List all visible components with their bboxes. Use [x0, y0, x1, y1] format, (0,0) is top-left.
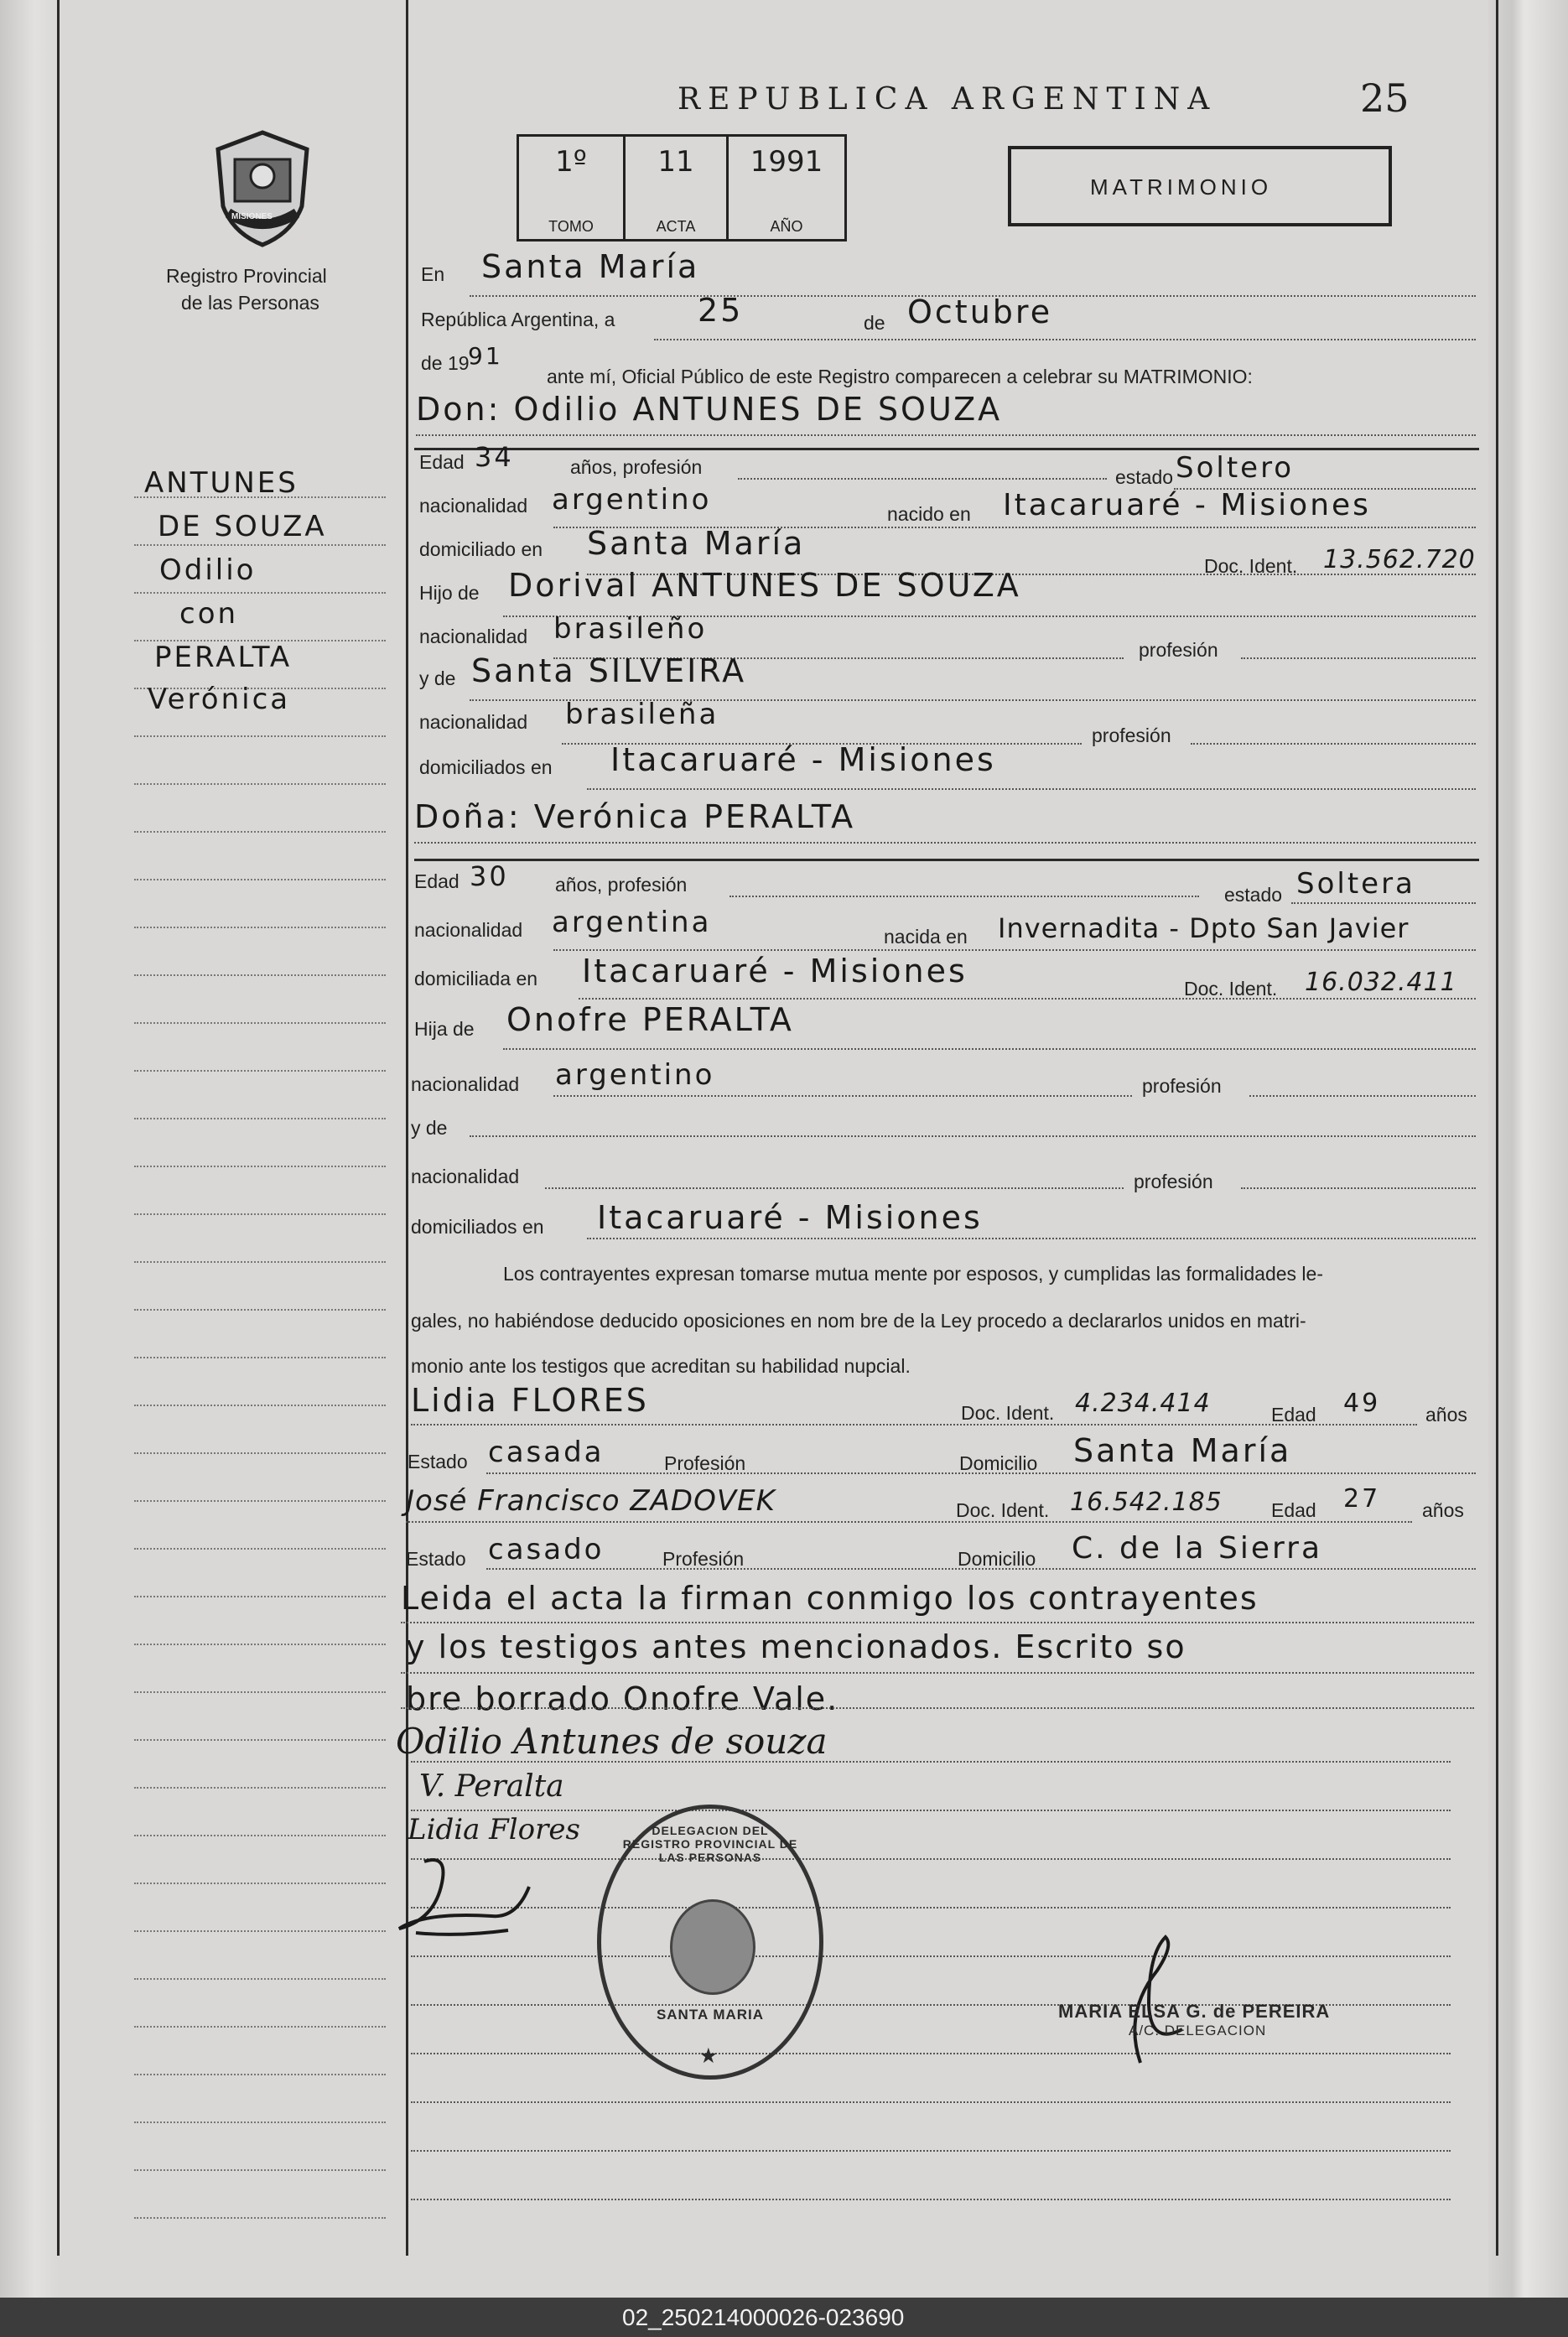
- scribble-signature-icon: [391, 1853, 550, 1945]
- groom-edad-label: Edad: [419, 451, 465, 473]
- section-divider: [414, 859, 1479, 861]
- line: [1241, 1187, 1476, 1189]
- margin-ruled-line: [134, 544, 386, 546]
- groom-domicile: Santa María: [587, 525, 806, 562]
- groom-nacido-label: nacido en: [887, 503, 971, 525]
- bride-yde-label: y de: [411, 1117, 448, 1139]
- declaration-line3: monio ante los testigos que acreditan su habilidad nupcial.: [411, 1355, 911, 1377]
- bride-mother-prof-label: profesión: [1134, 1171, 1213, 1192]
- signature-ruled-line: [411, 1810, 1451, 1811]
- margin-ruled-line: [134, 1739, 386, 1741]
- bride-estado-label: estado: [1224, 884, 1283, 906]
- margin-line-right: [1496, 0, 1498, 2256]
- acta-value: 11: [657, 145, 694, 179]
- signature-ruled-line: [411, 1955, 1451, 1957]
- bride-father-nat-label: nacionalidad: [411, 1073, 520, 1095]
- binder-edge: [0, 0, 59, 2298]
- margin-ruled-line: [134, 1548, 386, 1550]
- groom-age: 34: [475, 441, 514, 473]
- margin-ruled-line: [134, 2217, 386, 2219]
- line: [587, 788, 1476, 790]
- margin-ruled-line: [134, 1213, 386, 1215]
- de-label: de: [864, 312, 885, 334]
- de-year-label: de 19: [421, 352, 470, 374]
- margin-ruled-line: [134, 879, 386, 880]
- bride-estado: Soltera: [1296, 867, 1415, 901]
- groom-mother-nationality: brasileña: [565, 698, 719, 731]
- line: [411, 1424, 1417, 1426]
- line: [486, 1568, 1476, 1570]
- seal-bottom-text: SANTA MARIA: [656, 2007, 765, 2023]
- witness2-estado-label: Estado: [406, 1548, 466, 1570]
- margin-ruled-line: [134, 1261, 386, 1263]
- anio-label: AÑO: [770, 218, 803, 235]
- bride-doc: 16.032.411: [1305, 968, 1457, 997]
- line: [470, 1135, 1476, 1137]
- witness1-estado-label: Estado: [408, 1451, 468, 1472]
- witness1-prof-label: Profesión: [664, 1452, 746, 1474]
- bride-doc-label: Doc. Ident.: [1184, 978, 1278, 1000]
- bride-domicile: Itacaruaré - Misiones: [582, 953, 968, 989]
- bride-father-prof-label: profesión: [1142, 1075, 1222, 1097]
- bride-anos-label: años, profesión: [555, 874, 688, 896]
- month: Octubre: [907, 293, 1053, 330]
- line: [553, 1095, 1132, 1097]
- groom-doms-label: domiciliados en: [419, 756, 553, 778]
- closing-line3: bre borrado Onofre Vale.: [406, 1680, 839, 1717]
- bride-nac-label: nacionalidad: [414, 919, 523, 941]
- officer-signature-icon: [1107, 1929, 1207, 2071]
- intro-sentence: ante mí, Oficial Público de este Registro comparecen a celebrar su MATRIMONIO:: [547, 366, 1253, 387]
- registry-line1: Registro Provincial: [166, 265, 327, 287]
- groom-mother-nat-label: nacionalidad: [419, 711, 528, 733]
- groom-signature: Odilio Antunes de souza: [396, 1721, 828, 1762]
- registry-seal: [597, 1805, 823, 2080]
- margin-ruled-line: [134, 1883, 386, 1884]
- record-type: MATRIMONIO: [1090, 174, 1273, 200]
- witness2-doc: 16.542.185: [1070, 1488, 1223, 1517]
- signature-ruled-line: [411, 2101, 1451, 2103]
- margin-ruled-line: [134, 1500, 386, 1502]
- line: [738, 478, 1107, 480]
- groom-father-nat-label: nacionalidad: [419, 626, 528, 647]
- margin-note-line: PERALTA: [154, 641, 293, 674]
- witness2-name: José Francisco ZADOVEK: [406, 1484, 776, 1518]
- signature-ruled-line: [411, 2150, 1451, 2152]
- closing-line2: y los testigos antes mencionados. Escrito so: [406, 1628, 1186, 1665]
- witness2-age: 27: [1343, 1484, 1381, 1514]
- line: [553, 949, 1476, 951]
- margin-ruled-line: [134, 1118, 386, 1119]
- margin-note-line: Verónica: [148, 683, 291, 716]
- margin-note-line: ANTUNES: [144, 466, 299, 500]
- witness1-edad-label: Edad: [1271, 1404, 1316, 1426]
- line: [1241, 657, 1476, 659]
- bride-signature: V. Peralta: [419, 1769, 564, 1804]
- margin-ruled-line: [134, 1357, 386, 1358]
- bride-parents-domicile: Itacaruaré - Misiones: [597, 1199, 983, 1236]
- witness2-doc-label: Doc. Ident.: [956, 1499, 1050, 1521]
- margin-ruled-line: [134, 1978, 386, 1980]
- margin-note-line: DE SOUZA: [158, 510, 327, 543]
- witness-signature: Lidia Flores: [408, 1813, 580, 1846]
- groom-birthplace: Itacaruaré - Misiones: [1003, 488, 1371, 522]
- margin-ruled-line: [134, 1022, 386, 1024]
- acta-label: ACTA: [656, 218, 696, 235]
- place: Santa María: [481, 248, 700, 285]
- margin-ruled-line: [134, 1452, 386, 1454]
- margin-ruled-line: [134, 2074, 386, 2075]
- witness2-edad-label: Edad: [1271, 1499, 1316, 1521]
- anio-cell: [729, 137, 844, 239]
- year: 91: [468, 342, 503, 370]
- signature-ruled-line: [411, 2053, 1451, 2054]
- witness1-name: Lidia FLORES: [411, 1382, 649, 1419]
- line: [406, 1521, 1412, 1523]
- page-number: 25: [1360, 75, 1410, 121]
- line: [1191, 743, 1476, 745]
- margin-ruled-line: [134, 1644, 386, 1645]
- margin-ruled-line: [134, 2121, 386, 2123]
- declaration-line2: gales, no habiéndose deducido oposiciones en nom bre de la Ley procedo a declararlos unidos en matri-: [411, 1310, 1306, 1332]
- witness2-estado: casado: [488, 1533, 605, 1566]
- groom-estado: Soltero: [1176, 451, 1295, 485]
- margin-line-left: [57, 0, 60, 2256]
- margin-ruled-line: [134, 1070, 386, 1072]
- groom-nationality: argentino: [552, 483, 712, 517]
- seal-emblem-icon: [670, 1899, 755, 1995]
- bride-doms-label: domiciliados en: [411, 1216, 544, 1238]
- bride-age: 30: [470, 860, 509, 892]
- section-divider: [414, 448, 1479, 450]
- margin-ruled-line: [134, 1787, 386, 1789]
- bride-nacida-label: nacida en: [884, 926, 968, 948]
- line: [416, 434, 1476, 436]
- bride-edad-label: Edad: [414, 870, 459, 892]
- witness2-domicile: C. de la Sierra: [1072, 1531, 1323, 1566]
- line: [401, 1622, 1474, 1623]
- witness1-age: 49: [1343, 1389, 1381, 1418]
- groom-dom-label: domiciliado en: [419, 538, 543, 560]
- line: [545, 1187, 1124, 1189]
- witness2-prof-label: Profesión: [662, 1548, 745, 1570]
- margin-ruled-line: [134, 831, 386, 833]
- bride-father: Onofre PERALTA: [506, 1001, 794, 1038]
- line: [414, 842, 1476, 844]
- tomo-label: TOMO: [548, 218, 594, 235]
- signature-ruled-line: [411, 1907, 1451, 1909]
- line: [587, 1238, 1476, 1239]
- groom-yde-label: y de: [419, 667, 456, 689]
- seal-top-text: DELEGACION DEL REGISTRO PROVINCIAL DE LAS PERSONAS: [622, 1824, 798, 1864]
- margin-note-line: con: [179, 597, 239, 631]
- groom-anos-label: años, profesión: [570, 456, 703, 478]
- bride-nationality: argentina: [552, 906, 712, 939]
- witness1-doc: 4.234.414: [1075, 1389, 1211, 1418]
- margin-ruled-line: [134, 927, 386, 928]
- bride-hija-label: Hija de: [414, 1018, 475, 1040]
- margin-ruled-line: [134, 1309, 386, 1311]
- groom-father-nationality: brasileño: [553, 612, 708, 646]
- margin-ruled-line: [134, 592, 386, 594]
- coat-of-arms-icon: [208, 126, 317, 252]
- signature-ruled-line: [411, 2199, 1451, 2200]
- tomo-value: 1º: [555, 145, 587, 179]
- margin-ruled-line: [134, 974, 386, 976]
- en-label: En: [421, 263, 445, 285]
- line: [486, 1472, 1476, 1474]
- groom-doc: 13.562.720: [1323, 545, 1476, 574]
- margin-note-line: Odilio: [159, 553, 257, 587]
- groom-estado-label: estado: [1115, 466, 1174, 488]
- groom-father: Dorival ANTUNES DE SOUZA: [508, 567, 1021, 604]
- groom-mother-prof-label: profesión: [1092, 724, 1171, 746]
- tomo-acta-anio-box: [517, 134, 847, 241]
- bride-father-nationality: argentino: [555, 1058, 715, 1092]
- country-title: REPUBLICA ARGENTINA: [678, 82, 1218, 117]
- margin-ruled-line: [134, 783, 386, 785]
- anio-value: 1991: [750, 145, 823, 179]
- registry-line2: de las Personas: [181, 292, 319, 314]
- groom-doc-label: Doc. Ident.: [1204, 555, 1298, 577]
- logo-text: MISIONES: [231, 212, 273, 221]
- margin-ruled-line: [134, 1835, 386, 1836]
- line: [401, 1707, 1474, 1709]
- witness1-estado: casada: [488, 1436, 605, 1469]
- margin-ruled-line: [134, 1596, 386, 1597]
- signature-ruled-line: [411, 1858, 1451, 1860]
- line: [503, 1048, 1476, 1050]
- bride-birthplace: Invernadita - Dpto San Javier: [998, 912, 1410, 944]
- day: 25: [698, 292, 744, 329]
- officer-title: A/C. DELEGACION: [1129, 2023, 1267, 2038]
- witness1-anos-label: años: [1425, 1404, 1467, 1426]
- declaration-line1: Los contrayentes expresan tomarse mutua mente por esposos, y cumplidas las formalidades le-: [503, 1263, 1323, 1285]
- bride-name: Doña: Verónica PERALTA: [414, 798, 856, 835]
- margin-ruled-line: [134, 735, 386, 737]
- margin-ruled-line: [134, 1166, 386, 1167]
- line: [729, 896, 1199, 897]
- groom-hijo-label: Hijo de: [419, 582, 480, 604]
- tomo-cell: [519, 137, 626, 239]
- groom-name: Don: Odilio ANTUNES DE SOUZA: [416, 391, 1003, 428]
- groom-mother: Santa SILVEIRA: [471, 652, 747, 689]
- footer-id: 02_250214000026-023690: [622, 2304, 905, 2330]
- margin-ruled-line: [134, 2169, 386, 2171]
- closing-line1: Leida el acta la firman conmigo los contrayentes: [401, 1580, 1259, 1617]
- margin-ruled-line: [134, 1691, 386, 1693]
- witness1-domicile: Santa María: [1073, 1432, 1292, 1469]
- witness2-dom-label: Domicilio: [958, 1548, 1036, 1570]
- groom-father-prof-label: profesión: [1139, 639, 1218, 661]
- groom-parents-domicile: Itacaruaré - Misiones: [610, 741, 996, 778]
- bride-dom-label: domiciliada en: [414, 968, 538, 989]
- margin-ruled-line: [134, 1930, 386, 1932]
- witness1-dom-label: Domicilio: [959, 1452, 1038, 1474]
- record-type-box: [1008, 146, 1392, 226]
- bride-mother-nat-label: nacionalidad: [411, 1166, 520, 1187]
- line: [401, 1672, 1474, 1674]
- officer-name: MARIA ELSA G. de PEREIRA: [1058, 2001, 1331, 2022]
- witness2-anos-label: años: [1422, 1499, 1464, 1521]
- republica-label: República Argentina, a: [421, 309, 615, 330]
- margin-ruled-line: [134, 1405, 386, 1406]
- acta-cell: [626, 137, 729, 239]
- line: [579, 998, 1476, 1000]
- line: [1249, 1095, 1476, 1097]
- groom-nac-label: nacionalidad: [419, 495, 528, 517]
- seal-star-icon: ★: [700, 2045, 718, 2066]
- page-edge-shadow: [1488, 0, 1568, 2298]
- witness1-doc-label: Doc. Ident.: [961, 1402, 1055, 1424]
- margin-ruled-line: [134, 2026, 386, 2028]
- line: [1291, 902, 1476, 904]
- line: [654, 339, 1476, 340]
